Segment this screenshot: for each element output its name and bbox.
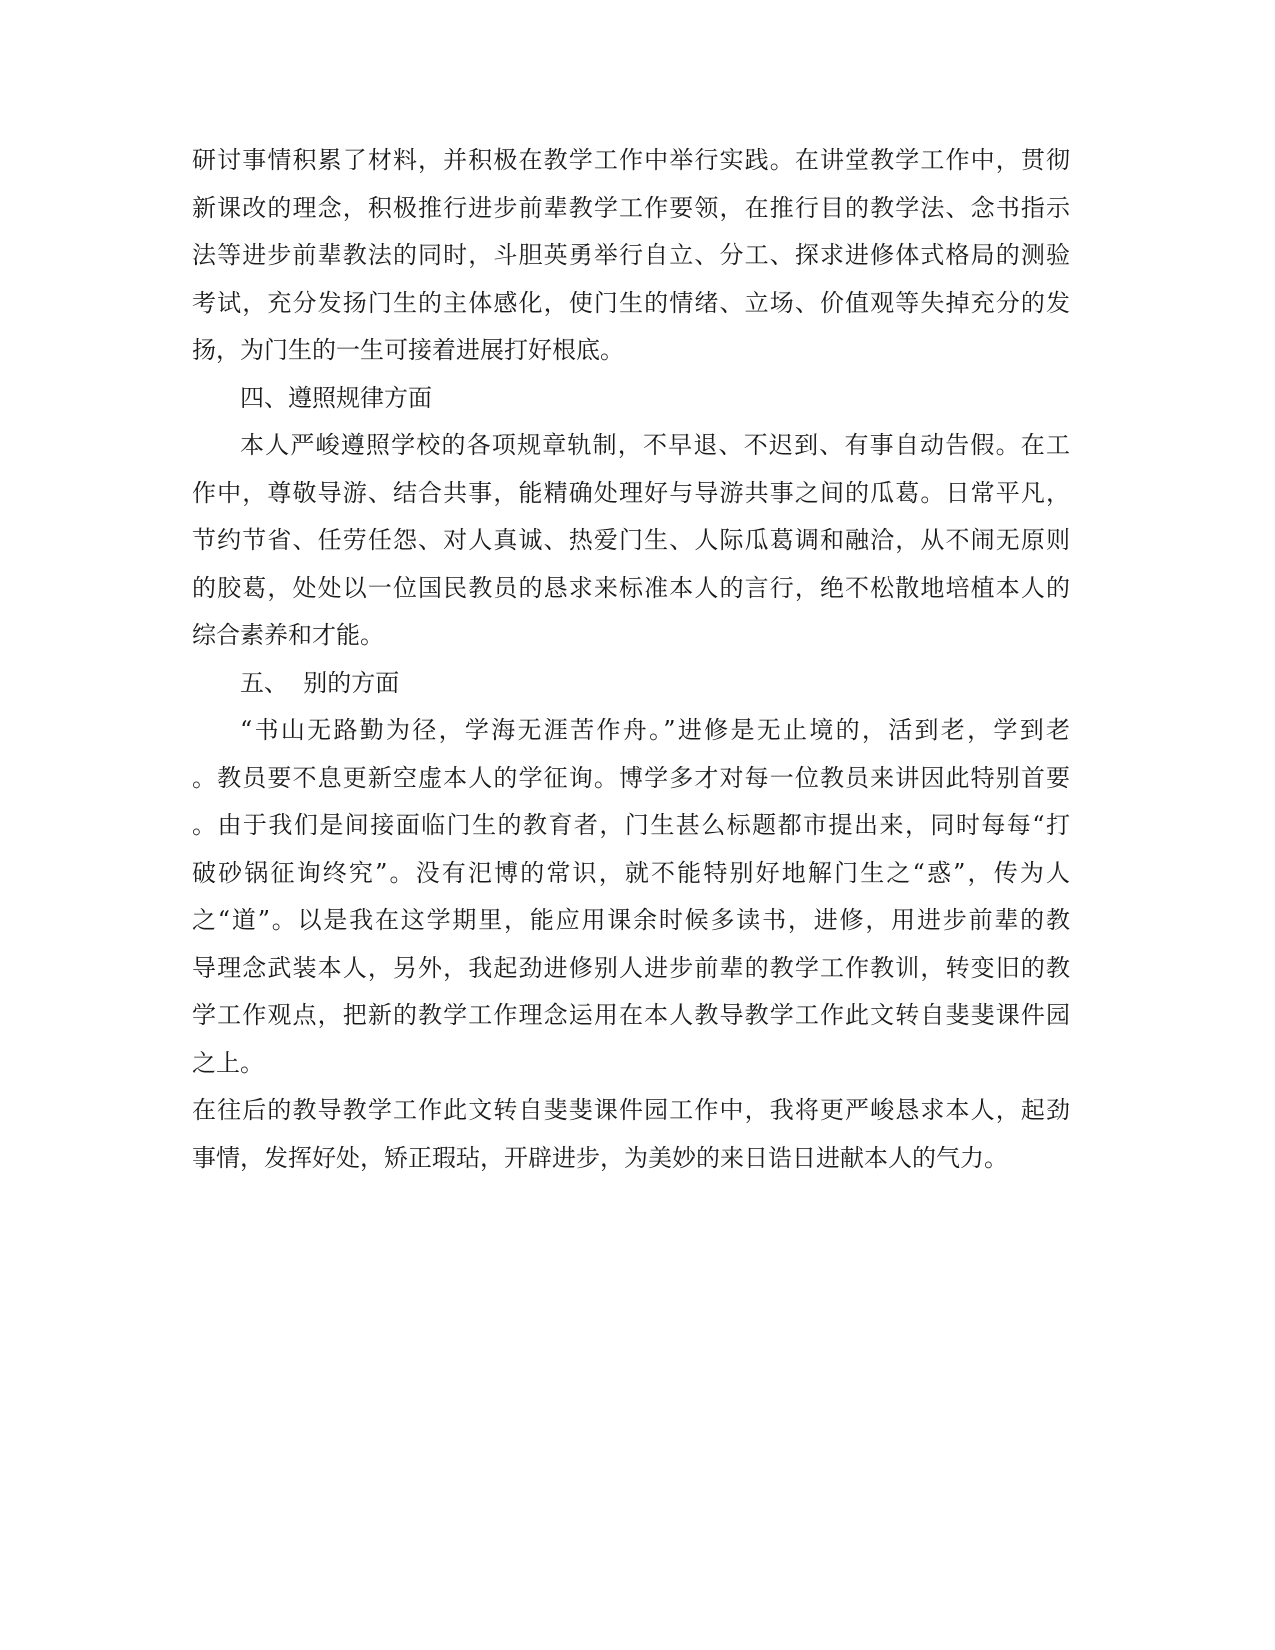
text-line: 。教员要不息更新空虚本人的学征询。博学多才对每一位教员来讲因此特别首要 (192, 763, 1070, 792)
text-line: “书山无路勤为径，学海无涯苦作舟。”进修是无止境的，活到老，学到老 (240, 716, 1070, 744)
text-line: 法等进步前辈教法的同时，斗胆英勇举行自立、分工、探求进修体式格局的测验 (192, 241, 1070, 269)
text-line: 破砂锅征询终究”。没有汜博的常识，就不能特别好地解门生之“惑”，传为人 (192, 858, 1070, 887)
heading-text: 四、遵照规律方面 (240, 383, 432, 412)
section-heading-discipline (192, 375, 1070, 423)
text-line: 研讨事情积累了材料，并积极在教学工作中举行实践。在讲堂教学工作中，贯彻 (192, 146, 1070, 174)
text-line: 扬，为门生的一生可接着进展打好根底。 (192, 336, 624, 364)
paragraph-other (192, 707, 1070, 1087)
text-line: 节约节省、任劳任怨、对人真诚、热爱门生、人际瓜葛调和融洽，从不闹无原则 (192, 526, 1070, 554)
text-line: 。由于我们是间接面临门生的教育者，门生甚么标题都市提出来，同时每每“打 (192, 811, 1070, 839)
text-line: 综合素养和才能。 (192, 621, 384, 649)
text-line: 考试，充分发扬门生的主体感化，使门生的情绪、立场、价值观等失掉充分的发 (192, 288, 1070, 317)
paragraph-discipline (192, 422, 1070, 660)
text-line: 作中，尊敬导游、结合共事，能精确处理好与导游共事之间的瓜葛。日常平凡， (192, 478, 1070, 507)
document-body (192, 137, 1070, 1182)
text-line: 的胶葛，处处以一位国民教员的恳求来标准本人的言行，绝不松散地培植本人的 (192, 573, 1070, 602)
text-line: 之“道”。以是我在这学期里，能应用课余时候多读书，进修，用进步前辈的教 (192, 906, 1070, 934)
text-line: 学工作观点，把新的教学工作理念运用在本人教导教学工作此文转自斐斐课件园 (192, 1001, 1070, 1029)
text-line: 导理念武装本人，另外，我起劲进修别人进步前辈的教学工作教训，转变旧的教 (192, 953, 1070, 982)
heading-text: 五、 别的方面 (240, 668, 400, 697)
text-line: 事情，发挥好处，矫正瑕玷，开辟进步，为美妙的来日诰日进献本人的气力。 (192, 1143, 1008, 1172)
text-line: 在往后的教导教学工作此文转自斐斐课件园工作中，我将更严峻恳求本人，起劲 (192, 1096, 1070, 1124)
text-line: 新课改的理念，积极推行进步前辈教学工作要领，在推行目的教学法、念书指示 (192, 193, 1070, 222)
paragraph-teaching-practice (192, 137, 1070, 375)
text-line: 之上。 (192, 1048, 264, 1077)
text-line: 本人严峻遵照学校的各项规章轨制，不早退、不迟到、有事自动告假。在工 (240, 431, 1070, 459)
section-heading-other (192, 660, 1070, 708)
paragraph-conclusion (192, 1087, 1070, 1182)
